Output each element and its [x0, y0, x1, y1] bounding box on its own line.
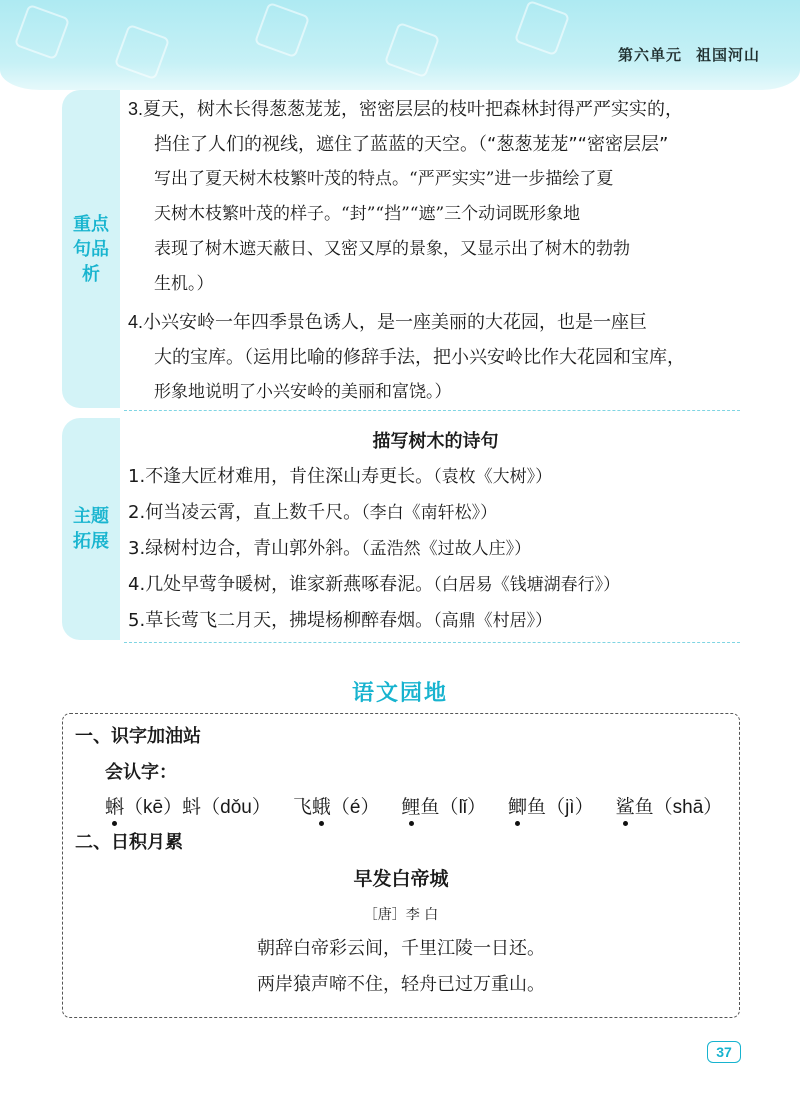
- unit-label: 第六单元: [617, 46, 682, 64]
- sub-heading: 会认字：: [105, 762, 177, 783]
- theme-title: 描写树木的诗句: [372, 431, 499, 452]
- item-line: 天树木枝繁叶茂的样子。“封”“挡”“遮”三个动词既形象地: [154, 204, 581, 224]
- header-title: [618, 44, 760, 65]
- pinyin-row: [105, 792, 722, 819]
- verse-item: 4.几处早莺争暖树，谁家新燕啄春泥。（白居易《钱塘湖春行》）: [128, 574, 621, 595]
- verse-item: 5.草长莺飞二月天，拂堤杨柳醉春烟。（高鼎《村居》）: [128, 610, 553, 631]
- section-divider: [124, 642, 740, 643]
- poem-author: ［唐］李 白: [363, 907, 439, 923]
- poem-title: 早发白帝城: [353, 868, 449, 890]
- section-divider: [124, 410, 740, 411]
- topic-label: 祖国河山: [695, 46, 760, 64]
- verse-item: 3.绿树村边合，青山郭外斜。（孟浩然《过故人庄》）: [128, 538, 532, 559]
- pinyin-group: 鲫鱼（jì）: [508, 792, 594, 819]
- decorative-shape: [384, 22, 440, 78]
- section-heading: 一、识字加油站: [75, 726, 201, 747]
- item-number: 3.: [128, 99, 144, 119]
- header-band: [0, 0, 800, 90]
- item-line: 生机。）: [154, 274, 214, 294]
- sentence-analysis-content: [128, 92, 743, 410]
- item-line: 写出了夏天树木枝繁叶茂的特点。“严严实实”进一步描绘了夏: [154, 169, 614, 189]
- decorative-shape: [114, 24, 170, 80]
- theme-extension-content: [128, 424, 743, 639]
- section-heading: 二、日积月累: [75, 832, 183, 853]
- theme-extension-label: 主题拓展: [62, 418, 120, 640]
- pinyin-group: 飞蛾（é）: [293, 792, 380, 819]
- pinyin-group: 蝌（kē）蚪（dǒu）: [105, 792, 271, 819]
- item-line: 挡住了人们的视线，遮住了蓝蓝的天空。（“葱葱茏茏”“密密层层”: [154, 134, 669, 155]
- poem-line: 两岸猿声啼不住，轻舟已过万重山。: [257, 974, 545, 995]
- item-line: 夏天，树木长得葱葱茏茏，密密层层的枝叶把森林封得严严实实的，: [143, 99, 684, 120]
- page-number: 37: [707, 1041, 741, 1063]
- item-line: 小兴安岭一年四季景色诱人，是一座美丽的大花园，也是一座巨: [143, 312, 648, 333]
- garden-title: 语文园地: [351, 681, 448, 706]
- item-line: 形象地说明了小兴安岭的美丽和富饶。）: [154, 382, 452, 402]
- verse-item: 1.不逢大匠材难用，肯住深山寿更长。（袁枚《大树》）: [128, 466, 553, 487]
- pinyin-group: 鲤鱼（lǐ）: [402, 792, 487, 819]
- garden-box: [62, 713, 740, 1018]
- sentence-item-3: [128, 92, 743, 302]
- verse-item: 2.何当凌云霄，直上数千尺。（李白《南轩松》）: [128, 502, 498, 523]
- item-number: 4.: [128, 312, 144, 332]
- item-line: 大的宝库。（运用比喻的修辞手法，把小兴安岭比作大花园和宝库，: [154, 347, 685, 368]
- decorative-shape: [254, 2, 310, 58]
- decorative-shape: [14, 4, 70, 60]
- pinyin-group: 鲨鱼（shā）: [616, 792, 723, 819]
- sentence-analysis-label: 重点句品析: [62, 90, 120, 408]
- item-line: 表现了树木遮天蔽日、又密又厚的景象，又显示出了树木的勃勃: [154, 239, 630, 259]
- decorative-shape: [514, 0, 570, 56]
- poem-line: 朝辞白帝彩云间，千里江陵一日还。: [257, 938, 545, 959]
- sentence-item-4: [128, 305, 743, 410]
